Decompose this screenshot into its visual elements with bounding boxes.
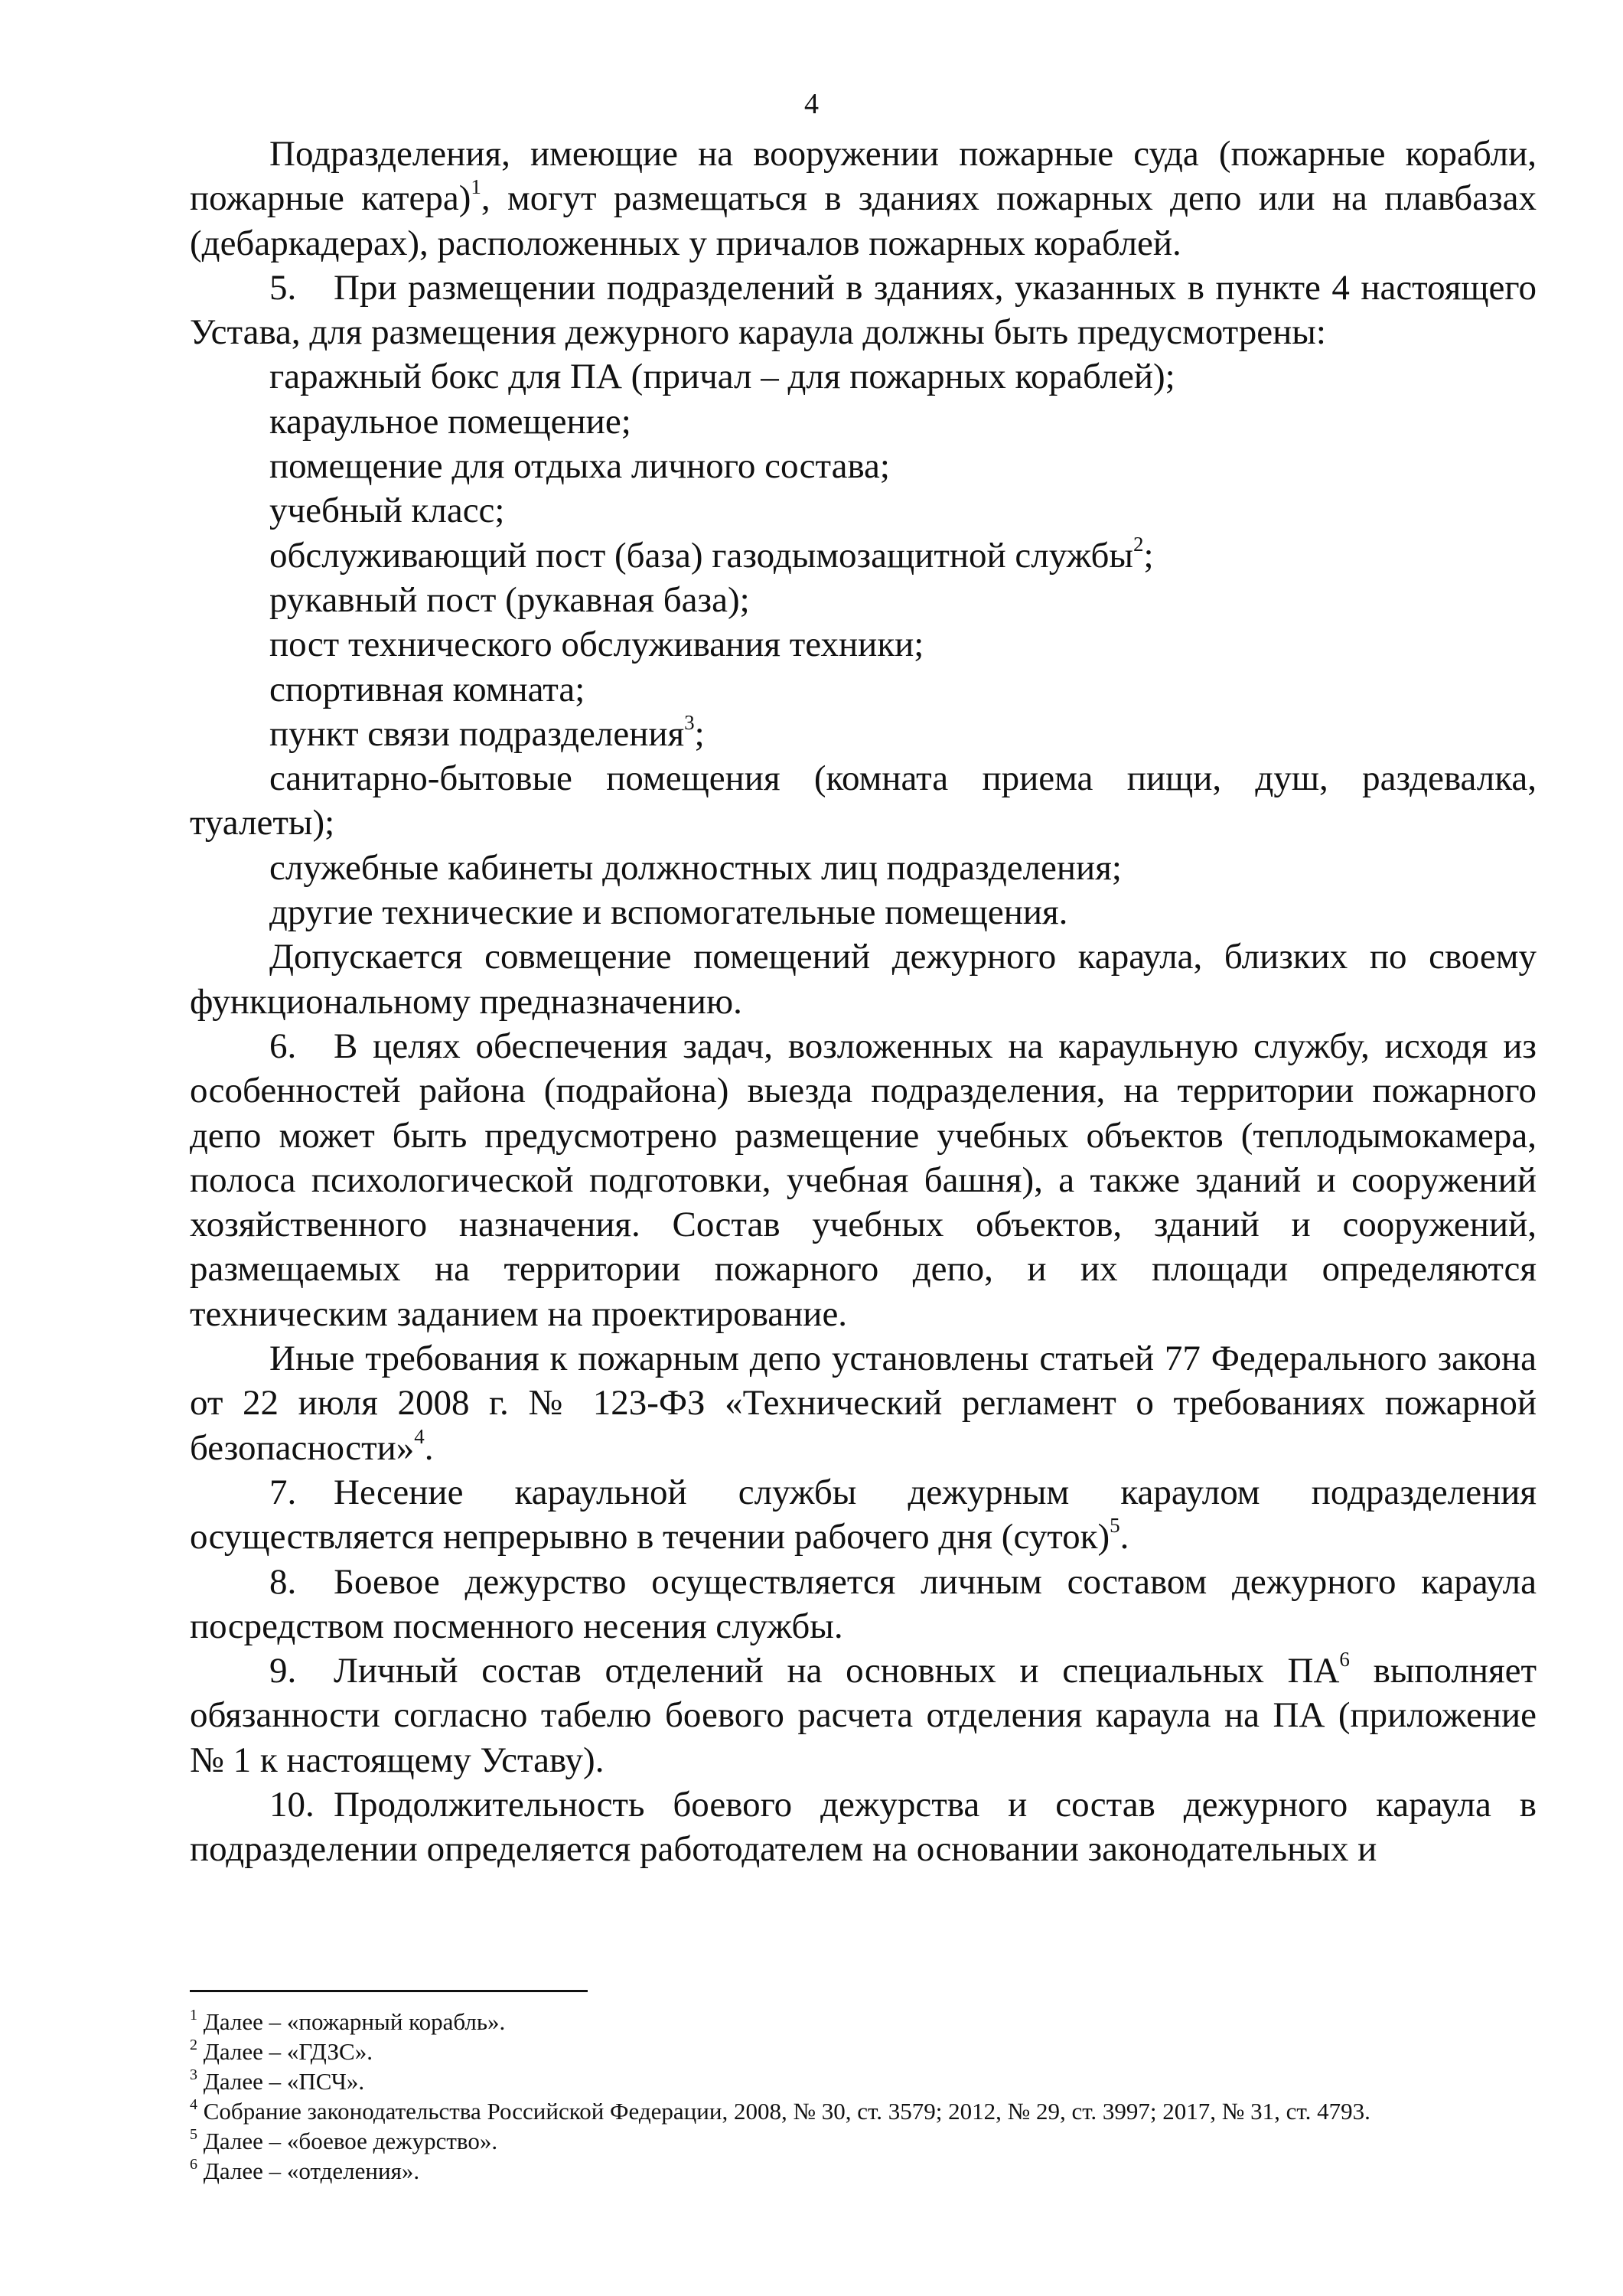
footnote-ref-5[interactable]: 5 bbox=[1110, 1514, 1120, 1538]
clause-9: 9. Личный состав отделений на основных и специальных $ПА^6$ выполняет обязанности согласно табелю боевого расчета отделения караула на ПА (приложение № 1 к настоящему Уставу). bbox=[190, 1648, 1537, 1780]
list-item: спортивная комната; bbox=[269, 669, 585, 709]
footnote-mark: 2 bbox=[190, 2037, 197, 2053]
clause-number: 9. bbox=[269, 1651, 297, 1691]
list-item: рукавный пост (рукавная база); bbox=[269, 579, 750, 620]
footnote-ref-6[interactable]: 6 bbox=[1339, 1648, 1350, 1671]
clause-10: 10. Продолжительность боевого дежурства и состав дежурного караула в подразделении определяется работодателем на основании законодательных и bbox=[190, 1782, 1537, 1872]
footnote-mark: 5 bbox=[190, 2126, 197, 2143]
paragraph-fireboats: Подразделения, имеющие на вооружении пожарные суда (пожарные корабли, пожарные катера)$^1$, могут размещаться в зданиях пожарных депо или на плавбазах (дебаркадерах), расположенных у причалов пожарных кораблей. bbox=[190, 134, 1537, 263]
clause-number: 5. bbox=[269, 267, 297, 308]
footnote-mark: 3 bbox=[190, 2066, 197, 2083]
paragraph-other-requirements: Иные требования к пожарным депо установлены статьей 77 Федерального закона от 22 июля 2008 г. № 123-ФЗ «Технический регламент о требованиях пожарной безопасности»$^4$. bbox=[190, 1339, 1537, 1468]
clause-number: 7. bbox=[269, 1472, 297, 1512]
clause-6: 6. В целях обеспечения задач, возложенных на караульную службу, исходя из особенностей района (подрайона) выезда подразделения, на территории пожарного депо может быть предусмотрено размещение учебных объектов (теплодымокамера, полоса психологической подготовки, учебная башня), а также зданий и сооружений хозяйственного назначения. Состав учебных объектов, зданий и сооружений, размещаемых на территории пожарного депо, и их площади определяются техническим заданием на проектирование. bbox=[190, 1024, 1537, 1336]
list-item: пост технического обслуживания техники; bbox=[269, 625, 924, 665]
footnote: $^5$ Далее – «боевое дежурство». bbox=[190, 2126, 498, 2154]
clause-number: 8. bbox=[269, 1561, 297, 1602]
footnotes bbox=[190, 2007, 1537, 2186]
list-item: обслуживающий пост (база) газодымозащитной службы$^2$; bbox=[269, 532, 1154, 576]
list-item: караульное помещение; bbox=[269, 401, 631, 442]
footnote-mark: 6 bbox=[190, 2156, 197, 2173]
document-body bbox=[190, 132, 1537, 1872]
footnote-divider bbox=[190, 1990, 588, 1992]
page-number: 4 bbox=[804, 88, 819, 120]
list-item: пункт связи подразделения$^3$; bbox=[269, 710, 705, 754]
footnote-ref-3[interactable]: 3 bbox=[684, 710, 695, 734]
clause-number: 6. bbox=[269, 1026, 297, 1066]
list-item: служебные кабинеты должностных лиц подразделения; bbox=[269, 847, 1122, 888]
list-item: санитарно-бытовые помещения (комната приема пищи, душ, раздевалка, туалеты); bbox=[190, 758, 1537, 843]
footnote: $^1$ Далее – «пожарный корабль». bbox=[190, 2007, 506, 2035]
clause-number: 10. bbox=[269, 1784, 314, 1825]
footnote-ref-4[interactable]: 4 bbox=[414, 1424, 425, 1448]
footnote: $^6$ Далее – «отделения». bbox=[190, 2156, 420, 2184]
footnote-ref-2[interactable]: 2 bbox=[1133, 532, 1144, 556]
clause-8: 8. Боевое дежурство осуществляется личным составом дежурного караула посредством посменного несения службы. bbox=[190, 1560, 1537, 1649]
footnote-ref-1[interactable]: 1 bbox=[471, 175, 481, 199]
footnote: $^4$ Собрание законодательства Российской Федерации, 2008, № 30, ст. 3579; 2012, № 29, ст. 3997; 2017, № 31, ст. 4793. bbox=[190, 2096, 1370, 2125]
list-item: помещение для отдыха личного состава; bbox=[269, 446, 890, 487]
paragraph-combine-rooms: Допускается совмещение помещений дежурного караула, близких по своему функциональному предназначению. bbox=[190, 937, 1537, 1022]
clause-7: 7. Несение караульной службы дежурным караулом подразделения осуществляется непрерывно в течении рабочего дня (суток)$^5$. bbox=[190, 1470, 1537, 1560]
footnote-mark: 4 bbox=[190, 2096, 197, 2113]
list-item: гаражный бокс для ПА (причал – для пожарных кораблей); bbox=[269, 357, 1175, 397]
footnote: $^3$ Далее – «ПСЧ». bbox=[190, 2066, 365, 2095]
list-item: учебный класс; bbox=[269, 491, 505, 531]
footnote: $^2$ Далее – «ГДЗС». bbox=[190, 2037, 373, 2065]
clause-5: 5. При размещении подразделений в зданиях, указанных в пункте 4 настоящего Устава, для размещения дежурного караула должны быть предусмотрены: bbox=[190, 266, 1537, 355]
list-item: другие технические и вспомогательные помещения. bbox=[269, 892, 1068, 933]
footnote-mark: 1 bbox=[190, 2007, 197, 2024]
